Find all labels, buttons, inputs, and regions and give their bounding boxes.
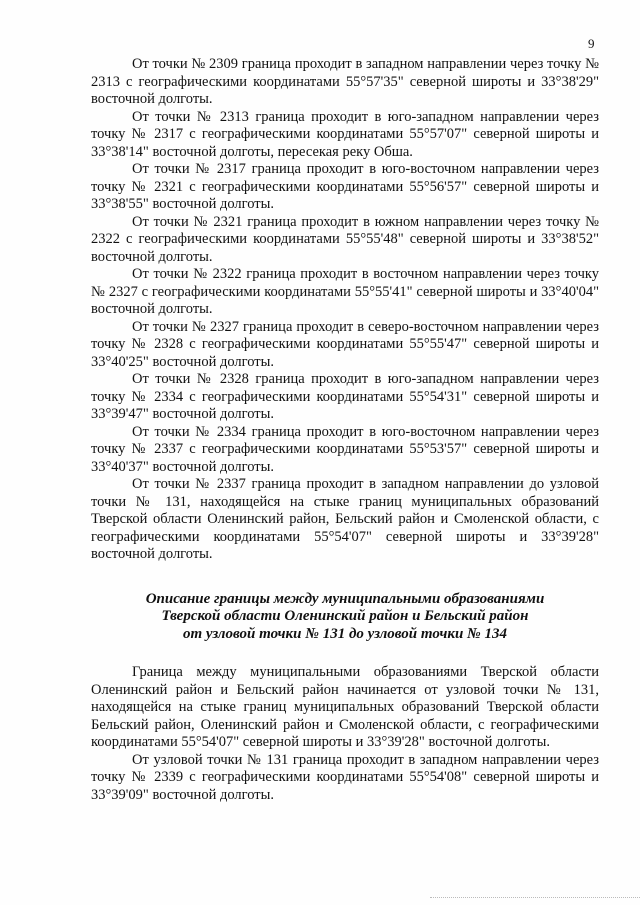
document-body: [91, 56, 599, 804]
section-heading-line-1: Описание границы между муниципальными образованиями: [145, 590, 545, 607]
paragraph-point-2337: От точки № 2337 граница проходит в западном направлении до узловой точки № 131, находящейся на стыке границ муниципальных образований Тверской области Оленинский район, Бельский район и Смоленской области, с географическими координатами 55°54'07" северной широты и 33°39'28" восточной долготы.: [91, 476, 599, 562]
paragraph-point-2321: От точки № 2321 граница проходит в южном направлении через точку № 2322 с географическими координатами 55°55'48" северной широты и 33°38'52" восточной долготы.: [91, 213, 599, 265]
scan-edge-mark: [430, 897, 640, 901]
paragraph-point-2309: От точки № 2309 граница проходит в западном направлении через точку № 2313 с географическими координатами 55°57'35" северной широты и 33°38'29" восточной долготы.: [91, 56, 599, 107]
page-number: 9: [588, 36, 595, 51]
section-heading: [91, 591, 599, 644]
section-heading-line-2: Тверской области Оленинский район и Бельский район: [161, 608, 529, 624]
section-heading-line-3: от узловой точки № 131 до узловой точки № 134: [182, 625, 508, 642]
paragraph-point-2317: От точки № 2317 граница проходит в юго-восточном направлении через точку № 2321 с географическими координатами 55°56'57" северной широты и 33°38'55" восточной долготы.: [91, 161, 599, 212]
paragraph-point-2327: От точки № 2327 граница проходит в северо-восточном направлении через точку № 2328 с географическими координатами 55°55'47" северной широты и 33°40'25" восточной долготы.: [91, 318, 599, 370]
paragraph-point-2328: От точки № 2328 граница проходит в юго-западном направлении через точку № 2334 с географическими координатами 55°54'31" северной широты и 33°39'47" восточной долготы.: [91, 371, 599, 422]
paragraph-point-2334: От точки № 2334 граница проходит в юго-восточном направлении через точку № 2337 с географическими координатами 55°53'57" северной широты и 33°40'37" восточной долготы.: [91, 423, 599, 475]
paragraph-point-2322: От точки № 2322 граница проходит в восточном направлении через точку № 2327 с географическими координатами 55°55'41" северной широты и 33°40'04" восточной долготы.: [91, 266, 599, 317]
paragraph-node-131: От узловой точки № 131 граница проходит в западном направлении через точку № 2339 с географическими координатами 55°54'08" северной широты и 33°39'09" восточной долготы.: [91, 751, 599, 803]
paragraph-point-2313: От точки № 2313 граница проходит в юго-западном направлении через точку № 2317 с географическими координатами 55°57'07" северной широты и 33°38'14" восточной долготы, пересекая реку Обша.: [91, 108, 599, 160]
paragraph-boundary-start: Граница между муниципальными образованиями Тверской области Оленинский район и Бельский район начинается от узловой точки № 131, находящейся на стыке границ муниципальных образований Тверской области Бельский район, Оленинский район и Смоленской области, с географическими координатами 55°54'07" северной широты и 33°39'28" восточной долготы.: [91, 664, 599, 750]
